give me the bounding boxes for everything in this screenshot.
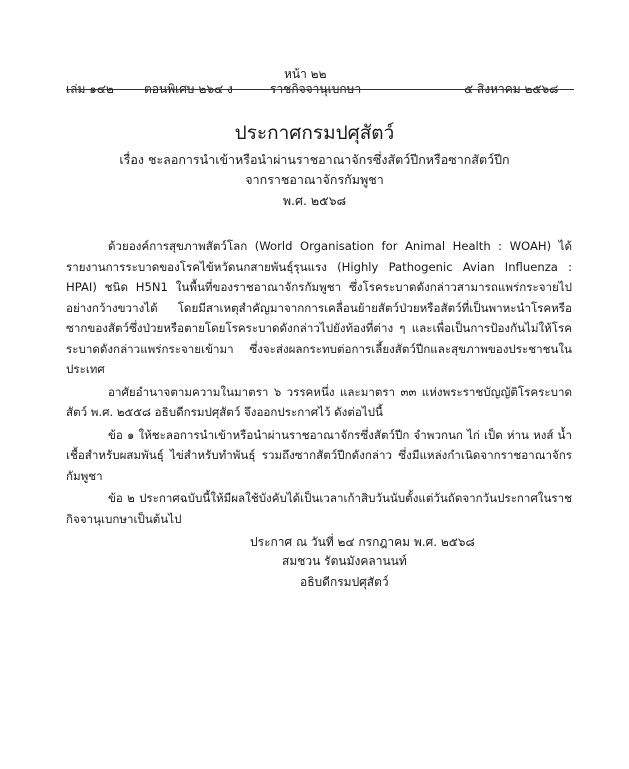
announced-date: ประกาศ ณ วันที่ ๒๔ กรกฎาคม พ.ศ. ๒๕๖๘ bbox=[250, 535, 475, 549]
paragraph-authority: อาศัยอำนาจตามความในมาตรา ๖ วรรคหนึ่ง และมาตรา ๓๓ แห่งพระราชบัญญัติโรคระบาดสัตว์ พ.ศ. ๒๕๕๘ อธิบดีกรมปศุสัตว์ จึงออกประกาศไว้ ดังต่อไปนี้ bbox=[66, 384, 572, 419]
announcement-title: ประกาศกรมปศุสัตว์ bbox=[234, 122, 395, 144]
clause-2: ข้อ ๒ ประกาศฉบับนี้ให้มีผลใช้บังคับได้เป็นเวลาเก้าสิบวันนับตั้งแต่วันถัดจากวันประกาศในราชกิจจานุเบกษาเป็นต้นไป bbox=[66, 491, 572, 526]
header-rule bbox=[66, 89, 574, 90]
page-number: หน้า ๒๒ bbox=[284, 67, 327, 81]
clause-1: ข้อ ๑ ให้ชะลอการนำเข้าหรือนำผ่านราชอาณาจักรซึ่งสัตว์ปีก จำพวกนก ไก่ เป็ด ห่าน หงส์ น้ำเชื้อสำหรับผสมพันธุ์ ไข่สำหรับทำพันธุ์ รวมถึงซากสัตว์ปีกดังกล่าว ซึ่งมีแหล่งกำเนิดจากราชอาณาจักรกัมพูชา bbox=[66, 427, 572, 483]
signatory-name: สมชวน รัตนมังคลานนท์ bbox=[282, 554, 407, 568]
volume-number: เล่ม ๑๔๒ bbox=[66, 82, 114, 96]
signatory-position: อธิบดีกรมปศุสัตว์ bbox=[300, 575, 389, 589]
announcement-year: พ.ศ. ๒๕๖๘ bbox=[282, 193, 347, 208]
subject-line: เรื่อง ชะลอการนำเข้าหรือนำผ่านราชอาณาจักรซึ่งสัตว์ปีกหรือซากสัตว์ปีก bbox=[119, 152, 510, 167]
gazette-name: ราชกิจจานุเบกษา bbox=[270, 82, 362, 96]
subject-line-2: จากราชอาณาจักรกัมพูชา bbox=[245, 172, 384, 187]
section-number: ตอนพิเศษ ๒๖๔ ง bbox=[144, 82, 233, 96]
announcement-body bbox=[66, 236, 572, 529]
publish-date: ๕ สิงหาคม ๒๕๖๘ bbox=[464, 82, 559, 96]
paragraph-background: ด้วยองค์การสุขภาพสัตว์โลก (World Organisation for Animal Health : WOAH) ได้รายงานการระบาดของโรคไข้หวัดนกสายพันธุ์รุนแรง (Highly Pathogenic Avian Influenza : HPAI) ชนิด H5N1 ในพื้นที่ของราชอาณาจักรกัมพูชา ซึ่งโรคระบาดดังกล่าวสามารถแพร่กระจายไปอย่างกว้างขวางได้ โดยมีสาเหตุสำคัญมาจากการเคลื่อนย้ายสัตว์ป่วยหรือสัตว์ที่เป็นพาหะนำโรคหรือซากของสัตว์ซึ่งป่วยหรือตายโดยโรคระบาดดังกล่าวไปยังท้องที่ต่าง ๆ และเพื่อเป็นการป้องกันไม่ให้โรคระบาดดังกล่าวแพร่กระจายเข้ามา ซึ่งจะส่งผลกระทบต่อการเลี้ยงสัตว์ปีกและสุขภาพของประชาชนในประเทศ bbox=[66, 239, 572, 376]
